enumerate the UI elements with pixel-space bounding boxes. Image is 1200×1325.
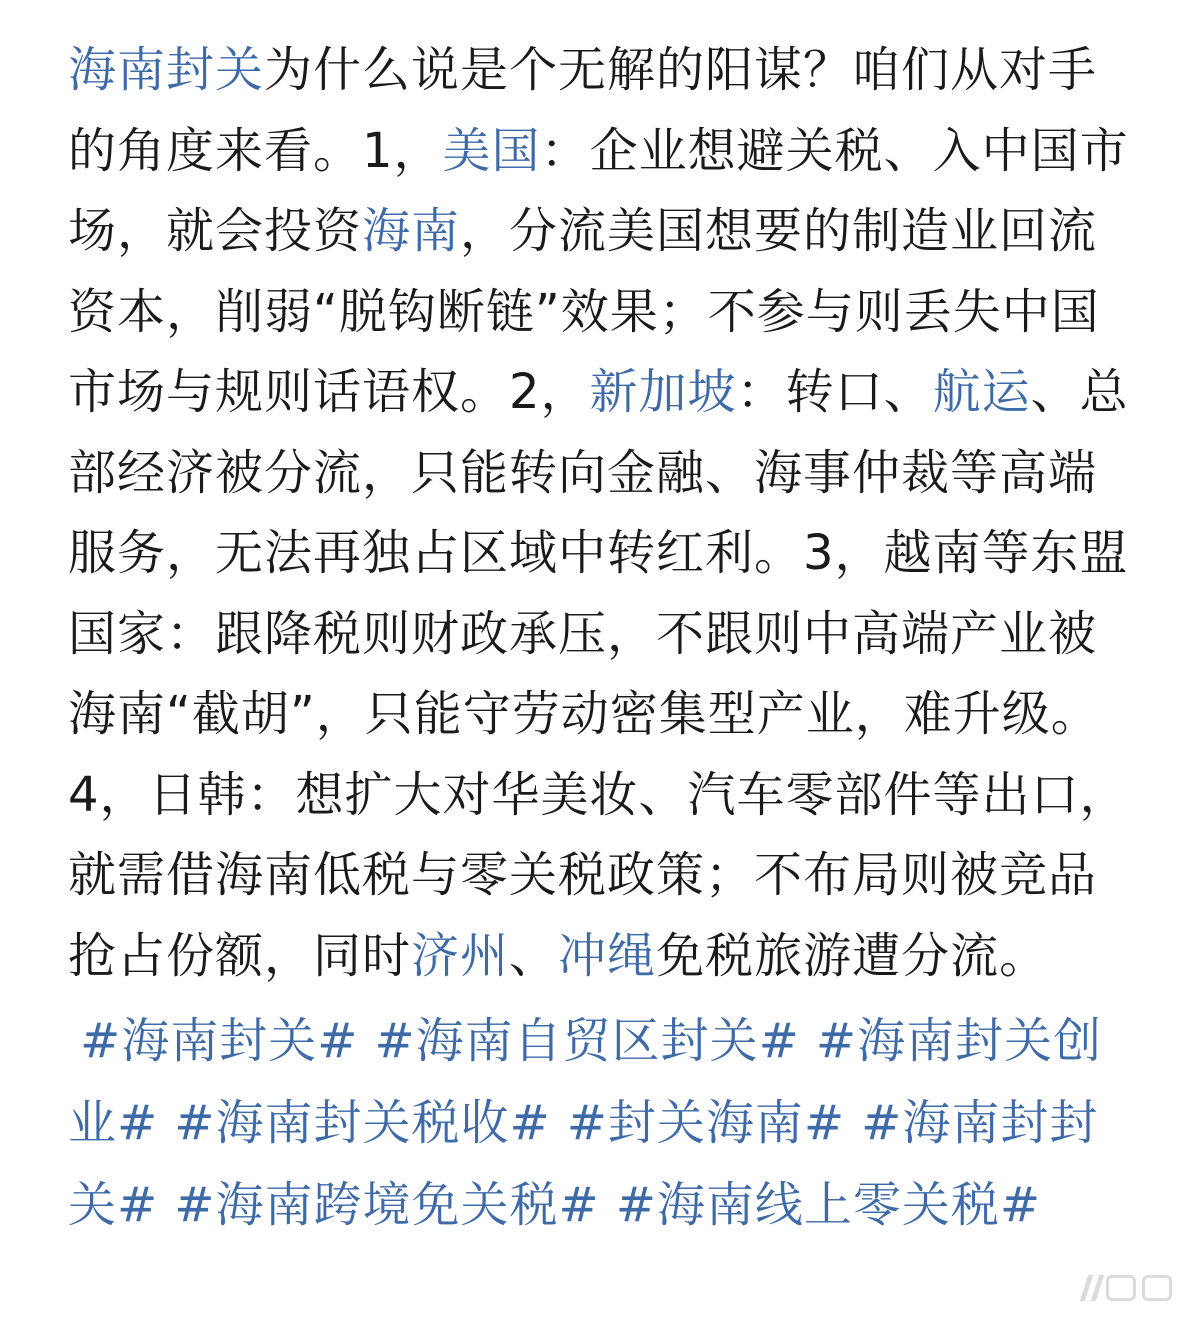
topic-link[interactable]: 济州 bbox=[411, 927, 510, 984]
hashtag-link[interactable]: #海南跨境免关税# bbox=[174, 1177, 600, 1233]
body-text-segment: ，分流美国想要的制造业回流资本，削弱“脱钩断链”效果；不参与则丢失中国市场与规则话语权。2， bbox=[68, 203, 1100, 420]
topic-link[interactable]: 海南封关 bbox=[68, 42, 265, 98]
topic-link[interactable]: 航运 bbox=[932, 364, 1031, 420]
hashtag-link[interactable]: #海南封关# bbox=[80, 1013, 359, 1069]
body-text-segment: 为什么说是个无解的阳谋？咱们从对手的角度来看。1， bbox=[68, 42, 1098, 179]
body-text-segment: 、总部经济被分流，只能转向金融、海事仲裁等高端服务，无法再独占区域中转红利。3，越南等东盟国家：跟降税则财政承压，不跟则中高端产业被海南“截胡”，只能守劳动密集型产业，难升级。4，日韩：想扩大对华美妆、汽车零部件等出口，就需借海南低税与零关税政策；不布局则被竞品抢占份额，同时 bbox=[68, 364, 1129, 984]
topic-link[interactable]: 美国 bbox=[442, 122, 541, 179]
hashtag-link[interactable]: #海南自贸区封关# bbox=[374, 1013, 800, 1069]
body-text-segment: ：企业想避关税、入中国市场，就会投资 bbox=[68, 122, 1129, 259]
body-text-segment: ：转口、 bbox=[736, 364, 933, 420]
body-text-segment: 、 bbox=[509, 927, 559, 984]
hashtag-link[interactable]: #海南封关税收# bbox=[174, 1095, 551, 1151]
topic-link[interactable]: 冲绳 bbox=[558, 927, 657, 984]
watermark-box-icon bbox=[1142, 1275, 1172, 1301]
post-body-text bbox=[68, 30, 1138, 996]
hashtag-link[interactable]: #海南封封关# bbox=[68, 1095, 1099, 1233]
body-text-segment: 免税旅游遭分流。 bbox=[656, 927, 1049, 984]
topic-link[interactable]: 海南 bbox=[362, 203, 461, 259]
watermark-box-icon bbox=[1106, 1275, 1136, 1301]
hashtag-link[interactable]: #海南线上零关税# bbox=[615, 1177, 1042, 1233]
hashtag-link[interactable]: #海南封关创业# bbox=[68, 1013, 1103, 1151]
watermark bbox=[1084, 1273, 1172, 1303]
watermark-bar-icon bbox=[1091, 1275, 1104, 1301]
hashtag-list bbox=[68, 1000, 1138, 1246]
post-content bbox=[68, 30, 1138, 1246]
topic-link[interactable]: 新加坡 bbox=[589, 364, 737, 420]
hashtag-link[interactable]: #封关海南# bbox=[566, 1095, 846, 1151]
